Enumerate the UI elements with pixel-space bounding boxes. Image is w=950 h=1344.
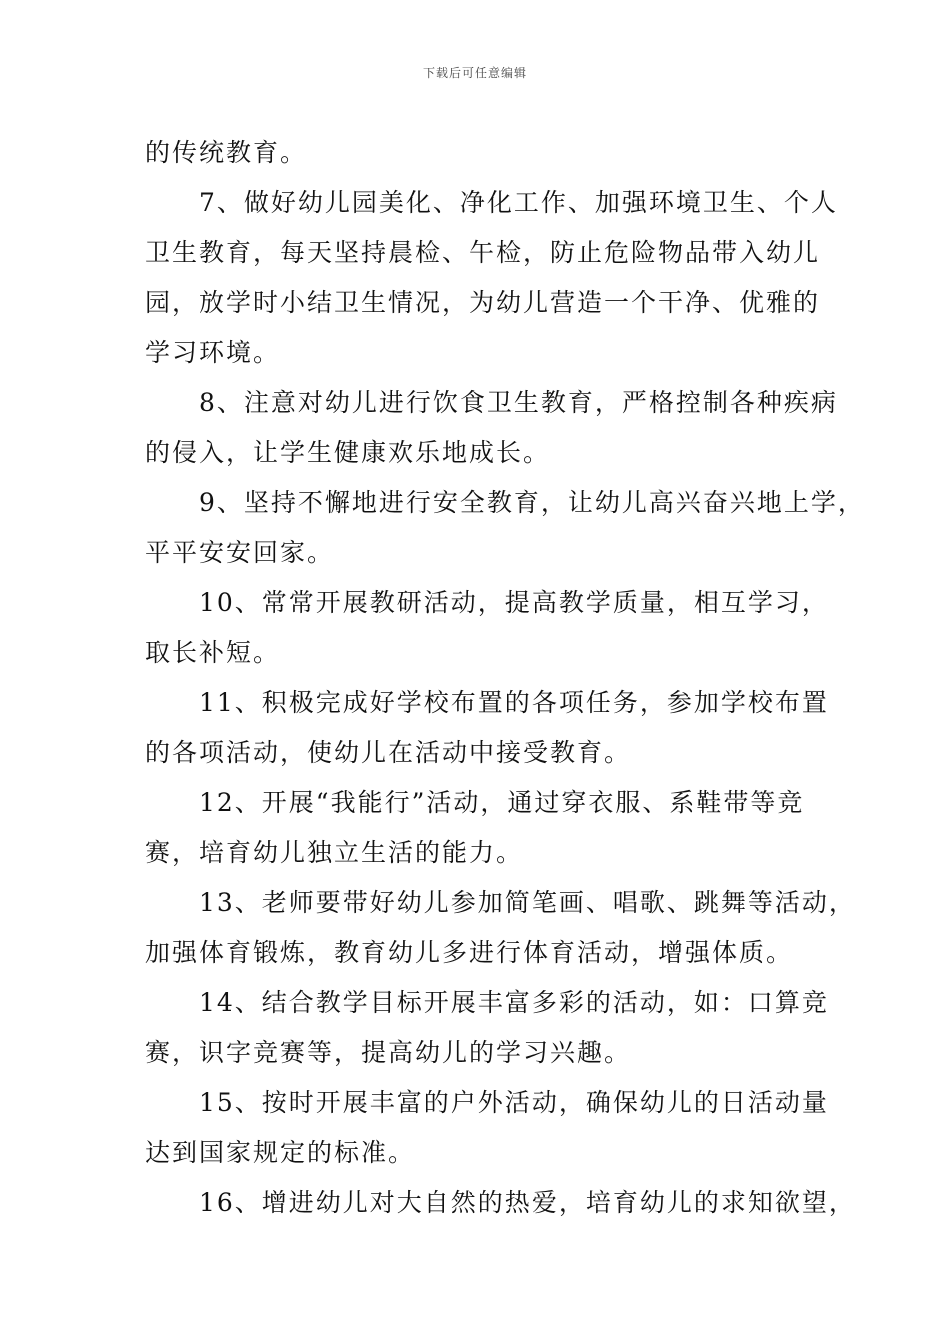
paragraph-item-11 [145, 678, 835, 778]
text-line: 卫生教育，每天坚持晨检、午检，防止危险物品带入幼儿 [145, 238, 821, 267]
text-line: 赛，培育幼儿独立生活的能力。 [145, 838, 524, 867]
text-line: 13、老师要带好幼儿参加简笔画、唱歌、跳舞等活动， [199, 888, 856, 917]
paragraph-item-16 [145, 1178, 856, 1228]
text-line: 园，放学时小结卫生情况，为幼儿营造一个干净、优雅的 [145, 288, 821, 317]
document-body [145, 128, 865, 1228]
text-line: 12、开展“我能行”活动，通过穿衣服、系鞋带等竞 [199, 788, 805, 817]
text-line: 平平安安回家。 [145, 538, 335, 567]
paragraph [145, 128, 835, 178]
paragraph-item-13 [145, 878, 856, 978]
text-line: 达到国家规定的标准。 [145, 1138, 416, 1167]
text-line: 11、积极完成好学校布置的各项任务，参加学校布置 [199, 688, 829, 717]
text-line: 加强体育锻炼，教育幼儿多进行体育活动，增强体质。 [145, 938, 794, 967]
paragraph-item-9 [145, 478, 865, 578]
paragraph-item-14 [145, 978, 835, 1078]
text-line: 16、增进幼儿对大自然的热爱，培育幼儿的求知欲望， [199, 1188, 856, 1217]
text-line: 的各项活动，使幼儿在活动中接受教育。 [145, 738, 632, 767]
page-header: 下载后可任意编辑 [422, 66, 527, 80]
paragraph-item-8 [145, 378, 838, 478]
text-line: 取长补短。 [145, 638, 281, 667]
text-line: 14、结合教学目标开展丰富多彩的活动，如：口算竞 [199, 988, 829, 1017]
text-line: 7、做好幼儿园美化、净化工作、加强环境卫生、个人 [199, 188, 838, 217]
text-line: 8、注意对幼儿进行饮食卫生教育，严格控制各种疾病 [199, 388, 838, 417]
text-line: 15、按时开展丰富的户外活动，确保幼儿的日活动量 [199, 1088, 829, 1117]
text-line: 10、常常开展教研活动，提高教学质量，相互学习， [199, 588, 829, 617]
text-line: 9、坚持不懈地进行安全教育，让幼儿高兴奋兴地上学， [199, 488, 865, 517]
text-line: 赛，识字竞赛等，提高幼儿的学习兴趣。 [145, 1038, 632, 1067]
paragraph-item-12 [145, 778, 835, 878]
text-line: 的侵入，让学生健康欢乐地成长。 [145, 438, 551, 467]
paragraph-item-10 [145, 578, 835, 678]
text-line: 的传统教育。 [145, 138, 308, 167]
text-line: 学习环境。 [145, 338, 281, 367]
paragraph-item-15 [145, 1078, 835, 1178]
paragraph-item-7 [145, 178, 838, 378]
